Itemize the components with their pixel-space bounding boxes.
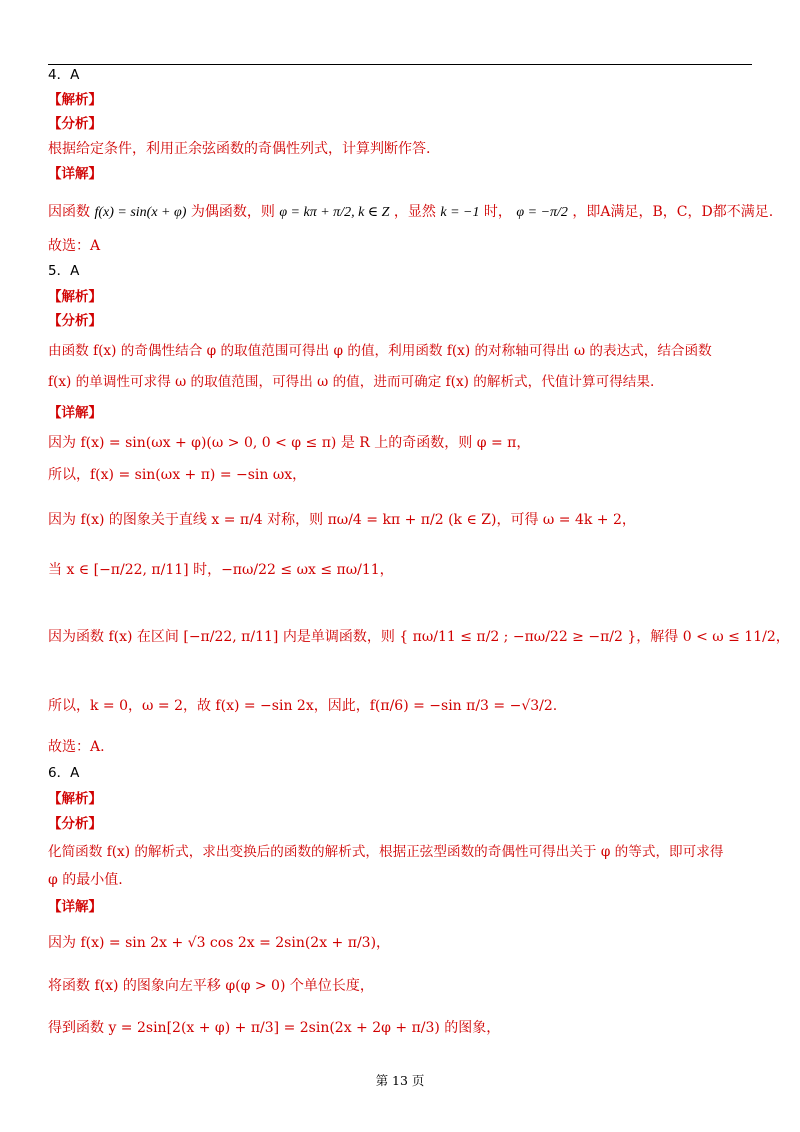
q4-detail-text-4: 时， [483,204,512,220]
q6-tag-jiexi: 【解析】 [48,791,102,807]
q5-line-5: 因为函数 f(x) 在区间 [−π/22, π/11] 内是单调函数，则 { πω/11 ≤ π/2 ; −πω/22 ≥ −π/2 }，解得 0 < ω ≤ 11/2， [48,629,790,645]
q4-analysis: 根据给定条件，利用正余弦函数的奇偶性列式，计算判断作答. [48,141,431,157]
q4-detail-math-2: φ = kπ + π/2, k ∈ Z [279,205,390,220]
q6-line-2: 将函数 f(x) 的图象向左平移 φ(φ > 0) 个单位长度， [48,978,374,994]
q4-detail-math-1: f(x) = sin(x + φ) [94,205,187,220]
q4-detail-text-2: 为偶函数，则 [190,204,275,220]
q6-tag-xiangjie: 【详解】 [48,899,102,915]
q5-tag-jiexi: 【解析】 [48,289,102,305]
q6-analysis-1: 化简函数 f(x) 的解析式，求出变换后的函数的解析式，根据正弦型函数的奇偶性可得出关于 φ 的等式，即可求得 [48,844,724,860]
q4-detail-math-4: φ = −π/2 [516,205,568,220]
q5-line-6: 所以，k = 0，ω = 2，故 f(x) = −sin 2x，因此，f(π/6) = −sin π/3 = −√3/2. [48,698,558,714]
q4-detail-text-3: ，显然 [393,204,436,220]
q5-tag-fenxi: 【分析】 [48,313,102,329]
q5-analysis-1: 由函数 f(x) 的奇偶性结合 φ 的取值范围可得出 φ 的值，利用函数 f(x) 的对称轴可得出 ω 的表达式，结合函数 [48,343,712,359]
q4-tag-xiangjie: 【详解】 [48,166,102,182]
q5-number: 5．A [48,263,80,279]
q4-tag-jiexi: 【解析】 [48,92,102,108]
q6-number: 6．A [48,765,80,781]
q5-line-4: 当 x ∈ [−π/22, π/11] 时，−πω/22 ≤ ωx ≤ πω/11， [48,562,394,578]
q6-line-1: 因为 f(x) = sin 2x + √3 cos 2x = 2sin(2x + π/3)， [48,935,391,951]
q4-answer: 故选：A [48,238,101,254]
q5-line-1: 因为 f(x) = sin(ωx + φ)(ω > 0, 0 < φ ≤ π) 是 R 上的奇函数，则 φ = π， [48,435,531,451]
q4-tag-fenxi: 【分析】 [48,116,102,132]
q5-line-2: 所以，f(x) = sin(ωx + π) = −sin ωx， [48,467,307,483]
q4-detail-text-1: 因函数 [48,204,90,220]
q5-analysis-2: f(x) 的单调性可求得 ω 的取值范围，可得出 ω 的值，进而可确定 f(x) 的解析式，代值计算可得结果. [48,374,655,390]
q5-line-3: 因为 f(x) 的图象关于直线 x = π/4 对称，则 πω/4 = kπ + π/2 (k ∈ Z)，可得 ω = 4k + 2， [48,512,636,528]
q4-detail-text-5: ，即A满足，B，C，D都不满足. [572,204,774,220]
q6-tag-fenxi: 【分析】 [48,816,102,832]
q4-number: 4．A [48,67,80,83]
page-number: 第 13 页 [375,1073,425,1088]
q6-line-3: 得到函数 y = 2sin[2(x + φ) + π/3] = 2sin(2x + 2φ + π/3) 的图象， [48,1020,501,1036]
header-rule [48,64,752,65]
q4-detail-math-3: k = −1 [440,205,480,220]
q4-detail [48,203,773,222]
q6-analysis-2: φ 的最小值. [48,872,123,888]
q5-tag-xiangjie: 【详解】 [48,405,102,421]
q5-answer: 故选：A. [48,739,105,755]
